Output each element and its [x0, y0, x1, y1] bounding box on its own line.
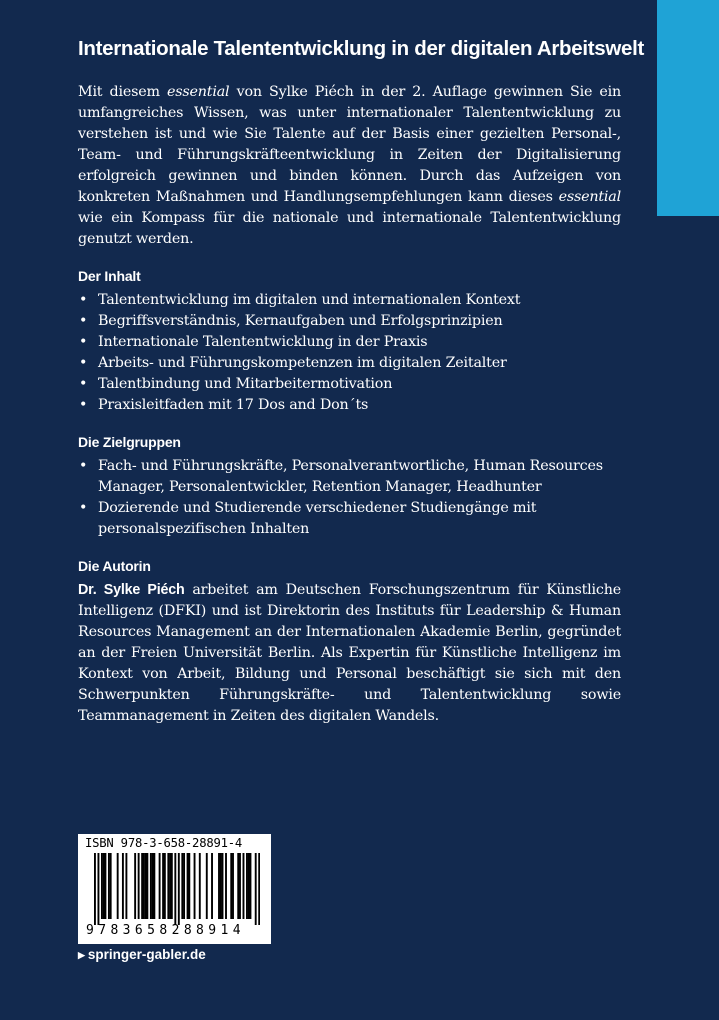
- inhalt-item: • Arbeits- und Führungskompetenzen im digitalen Zeitalter: [78, 353, 621, 374]
- barcode-bar: [108, 853, 110, 919]
- barcode-bar: [169, 853, 171, 919]
- barcode-bar: [222, 853, 224, 919]
- barcode-bar: [110, 853, 112, 919]
- barcode-bar: [104, 853, 106, 919]
- barcode-bar: [199, 853, 201, 919]
- barcode-bar: [146, 853, 148, 919]
- intro-text-3: wie ein Kompass für die nationale und internationale Talententwicklung genutzt werden.: [78, 210, 621, 247]
- zielgruppen-item: • Dozierende und Studierende verschiedener Studiengänge mit personalspezifischen Inhalten: [78, 498, 621, 540]
- intro-essential-1: essential: [167, 84, 230, 100]
- barcode-bar: [218, 853, 220, 919]
- inhalt-list: [78, 290, 621, 416]
- triangle-right-icon: ▶: [78, 950, 85, 960]
- zielgruppen-list: [78, 456, 621, 540]
- back-cover-text: [78, 82, 621, 727]
- inhalt-item: • Internationale Talententwicklung in der Praxis: [78, 332, 621, 353]
- barcode-bar: [220, 853, 222, 919]
- barcode-bar: [171, 853, 173, 919]
- author-bio-text: arbeitet am Deutschen Forschungszentrum für Künstliche Intelligenz (DFKI) und ist Direktorin des Instituts für Leadership & Human Resources Management an der Internationalen Akademie Berlin, gegründet an der Freien Universität Berlin. Als Expertin für Künstliche Intelligenz im Kontext von Arbeit, Bildung und Personal beschäftigt sie sich mit den Schwerpunkten Führungskräfte- und Talententwicklung sowie Teammanagement in Zeiten des digitalen Wandels.: [78, 582, 621, 724]
- author-name: Dr. Sylke Piéch: [78, 582, 185, 598]
- barcode-bar: [150, 853, 152, 919]
- barcode-bar: [258, 853, 260, 925]
- barcode-bar: [250, 853, 252, 919]
- intro-essential-2: essential: [558, 189, 621, 205]
- barcode-bar: [188, 853, 190, 919]
- barcode-bar: [194, 853, 196, 919]
- ean-digits: 9783658288914: [86, 923, 245, 938]
- barcode-bar: [243, 853, 245, 919]
- publisher-link[interactable]: [78, 947, 206, 962]
- barcode-bar: [162, 853, 164, 919]
- barcode-bar: [225, 853, 227, 919]
- book-title: Internationale Talententwicklung in der digitalen Arbeitswelt: [78, 37, 645, 60]
- barcode-bar: [122, 853, 124, 919]
- intro-text-2: von Sylke Piéch in der 2. Auflage gewinnen Sie ein umfangreiches Wissen, was unter internationaler Talententwicklung zu verstehen ist und wie Sie Talente auf der Basis einer gezielten Personal-, Team- und Führungskräfteentwicklung in Zeiten der Digitalisierung erfolgreich gewinnen und binden können. Durch das Aufzeigen von konkreten Maßnahmen und Handlungsempfehlungen kann dieses: [78, 84, 621, 205]
- barcode-bar: [206, 853, 208, 919]
- barcode-bar: [101, 853, 103, 919]
- inhalt-item: • Talententwicklung im digitalen und internationalen Kontext: [78, 290, 621, 311]
- barcode-bar: [103, 853, 105, 919]
- barcode-bar: [125, 853, 127, 919]
- barcode-bar: [211, 853, 213, 919]
- barcode-bar: [152, 853, 154, 919]
- barcode-bar: [232, 853, 234, 919]
- barcode-bar: [248, 853, 250, 919]
- barcode-bar: [94, 853, 96, 925]
- barcode-bar: [246, 853, 248, 919]
- barcode-bar: [138, 853, 140, 919]
- inhalt-item: • Talentbindung und Mitarbeitermotivation: [78, 374, 621, 395]
- barcode-bar: [178, 853, 180, 925]
- barcode-bar: [167, 853, 169, 919]
- section-heading-autorin: Die Autorin: [78, 558, 151, 574]
- section-heading-inhalt: Der Inhalt: [78, 268, 141, 284]
- intro-text-1: Mit diesem: [78, 84, 167, 100]
- barcode-bar: [174, 853, 176, 925]
- barcode-box: [78, 834, 271, 944]
- inhalt-item: • Begriffsverständnis, Kernaufgaben und Erfolgsprinzipien: [78, 311, 621, 332]
- barcode-bar: [181, 853, 183, 919]
- barcode-bar: [237, 853, 239, 919]
- barcode-bar: [159, 853, 161, 919]
- accent-bar: [657, 0, 719, 216]
- barcode-bar: [134, 853, 136, 919]
- author-bio: [78, 580, 621, 727]
- barcode-bar: [239, 853, 241, 919]
- barcode-bar: [187, 853, 189, 919]
- inhalt-item: • Praxisleitfaden mit 17 Dos and Don´ts: [78, 395, 621, 416]
- barcode-bar: [255, 853, 257, 925]
- zielgruppen-item: • Fach- und Führungskräfte, Personalverantwortliche, Human Resources Manager, Personalentwickler, Retention Manager, Headhunter: [78, 456, 621, 498]
- intro-paragraph: [78, 82, 621, 250]
- barcode-bar: [145, 853, 147, 919]
- barcode-bar: [97, 853, 99, 925]
- barcode-bar: [153, 853, 155, 919]
- publisher-url: springer-gabler.de: [87, 947, 206, 962]
- isbn-label: ISBN 978-3-658-28891-4: [85, 836, 243, 850]
- barcode-bar: [183, 853, 185, 919]
- barcode-bar: [143, 853, 145, 919]
- barcode-bar: [230, 853, 232, 919]
- section-heading-zielgruppen: Die Zielgruppen: [78, 434, 181, 450]
- barcode-bar: [141, 853, 143, 919]
- barcode-bar: [164, 853, 166, 919]
- barcode-bar: [117, 853, 119, 919]
- barcode-icon: [94, 853, 260, 925]
